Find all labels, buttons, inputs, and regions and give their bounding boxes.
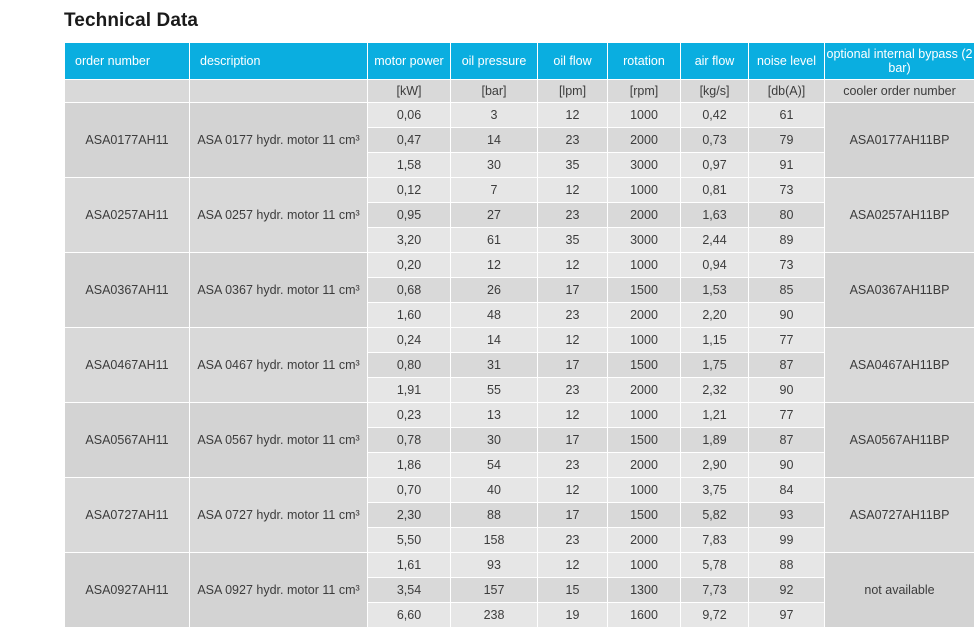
cell-description: ASA 0567 hydr. motor 11 cm³ [190, 403, 368, 478]
cell-oil-pressure: 54 [451, 453, 538, 478]
cell-oil-pressure: 157 [451, 578, 538, 603]
cell-oil-flow: 35 [538, 153, 608, 178]
cell-air-flow: 2,20 [681, 303, 749, 328]
cell-bypass-order-number: ASA0177AH11BP [825, 103, 975, 178]
cell-oil-flow: 23 [538, 128, 608, 153]
cell-order-number: ASA0727AH11 [65, 478, 190, 553]
unit-cell-rotation: [rpm] [608, 80, 681, 103]
cell-noise-level: 73 [749, 178, 825, 203]
cell-rotation: 1300 [608, 578, 681, 603]
page-title: Technical Data [64, 10, 199, 31]
cell-air-flow: 1,63 [681, 203, 749, 228]
cell-description: ASA 0367 hydr. motor 11 cm³ [190, 253, 368, 328]
cell-oil-flow: 17 [538, 353, 608, 378]
table-row [65, 478, 975, 503]
cell-oil-pressure: 61 [451, 228, 538, 253]
cell-oil-flow: 12 [538, 553, 608, 578]
cell-order-number: ASA0367AH11 [65, 253, 190, 328]
cell-oil-flow: 12 [538, 253, 608, 278]
cell-rotation: 2000 [608, 378, 681, 403]
cell-noise-level: 93 [749, 503, 825, 528]
cell-oil-pressure: 31 [451, 353, 538, 378]
cell-noise-level: 87 [749, 353, 825, 378]
cell-bypass-order-number: ASA0727AH11BP [825, 478, 975, 553]
cell-oil-flow: 23 [538, 528, 608, 553]
cell-oil-pressure: 88 [451, 503, 538, 528]
unit-cell-motor-power: [kW] [368, 80, 451, 103]
cell-air-flow: 0,97 [681, 153, 749, 178]
column-header-oil-pressure: oil pressure [451, 43, 538, 80]
cell-bypass-order-number: ASA0257AH11BP [825, 178, 975, 253]
cell-air-flow: 9,72 [681, 603, 749, 628]
cell-noise-level: 77 [749, 403, 825, 428]
cell-order-number: ASA0927AH11 [65, 553, 190, 628]
cell-description: ASA 0727 hydr. motor 11 cm³ [190, 478, 368, 553]
cell-motor-power: 2,30 [368, 503, 451, 528]
cell-oil-flow: 23 [538, 453, 608, 478]
cell-motor-power: 0,80 [368, 353, 451, 378]
cell-air-flow: 2,44 [681, 228, 749, 253]
cell-oil-pressure: 3 [451, 103, 538, 128]
cell-oil-flow: 17 [538, 503, 608, 528]
cell-rotation: 3000 [608, 228, 681, 253]
column-header-motor-power: motor power [368, 43, 451, 80]
cell-motor-power: 1,60 [368, 303, 451, 328]
cell-rotation: 1000 [608, 478, 681, 503]
cell-air-flow: 1,89 [681, 428, 749, 453]
cell-rotation: 1500 [608, 503, 681, 528]
cell-oil-pressure: 12 [451, 253, 538, 278]
cell-order-number: ASA0467AH11 [65, 328, 190, 403]
cell-rotation: 1000 [608, 253, 681, 278]
cell-oil-pressure: 14 [451, 128, 538, 153]
cell-bypass-order-number: ASA0567AH11BP [825, 403, 975, 478]
cell-noise-level: 73 [749, 253, 825, 278]
cell-motor-power: 0,06 [368, 103, 451, 128]
cell-rotation: 2000 [608, 453, 681, 478]
table-row [65, 553, 975, 578]
cell-rotation: 1000 [608, 328, 681, 353]
cell-oil-flow: 23 [538, 203, 608, 228]
cell-oil-pressure: 93 [451, 553, 538, 578]
table-row [65, 253, 975, 278]
cell-motor-power: 0,20 [368, 253, 451, 278]
cell-air-flow: 0,81 [681, 178, 749, 203]
cell-rotation: 1500 [608, 278, 681, 303]
cell-oil-pressure: 30 [451, 153, 538, 178]
cell-air-flow: 2,32 [681, 378, 749, 403]
cell-air-flow: 1,75 [681, 353, 749, 378]
table-row [65, 178, 975, 203]
cell-rotation: 1500 [608, 353, 681, 378]
cell-oil-flow: 19 [538, 603, 608, 628]
cell-motor-power: 6,60 [368, 603, 451, 628]
cell-bypass-order-number: not available [825, 553, 975, 628]
unit-cell-oil-pressure: [bar] [451, 80, 538, 103]
cell-noise-level: 89 [749, 228, 825, 253]
unit-cell-description [190, 80, 368, 103]
cell-motor-power: 1,58 [368, 153, 451, 178]
cell-oil-flow: 17 [538, 428, 608, 453]
cell-air-flow: 2,90 [681, 453, 749, 478]
cell-air-flow: 5,78 [681, 553, 749, 578]
cell-description: ASA 0177 hydr. motor 11 cm³ [190, 103, 368, 178]
cell-motor-power: 0,70 [368, 478, 451, 503]
column-header-description: description [190, 43, 368, 80]
cell-oil-flow: 17 [538, 278, 608, 303]
column-header-order-number: order number [65, 43, 190, 80]
cell-oil-flow: 35 [538, 228, 608, 253]
cell-noise-level: 99 [749, 528, 825, 553]
cell-rotation: 2000 [608, 528, 681, 553]
cell-noise-level: 79 [749, 128, 825, 153]
cell-air-flow: 0,42 [681, 103, 749, 128]
cell-oil-flow: 12 [538, 328, 608, 353]
cell-noise-level: 90 [749, 453, 825, 478]
cell-rotation: 2000 [608, 203, 681, 228]
cell-noise-level: 80 [749, 203, 825, 228]
cell-rotation: 1000 [608, 403, 681, 428]
cell-oil-flow: 12 [538, 403, 608, 428]
cell-oil-pressure: 158 [451, 528, 538, 553]
cell-rotation: 1500 [608, 428, 681, 453]
cell-noise-level: 97 [749, 603, 825, 628]
cell-noise-level: 77 [749, 328, 825, 353]
cell-oil-pressure: 55 [451, 378, 538, 403]
cell-motor-power: 0,47 [368, 128, 451, 153]
column-header-noise-level: noise level [749, 43, 825, 80]
cell-order-number: ASA0567AH11 [65, 403, 190, 478]
cell-rotation: 1600 [608, 603, 681, 628]
cell-bypass-order-number: ASA0367AH11BP [825, 253, 975, 328]
table-header-row [65, 43, 975, 80]
cell-noise-level: 90 [749, 378, 825, 403]
cell-air-flow: 1,53 [681, 278, 749, 303]
unit-cell-noise-level: [db(A)] [749, 80, 825, 103]
cell-oil-flow: 12 [538, 103, 608, 128]
table-row [65, 403, 975, 428]
cell-motor-power: 3,20 [368, 228, 451, 253]
cell-motor-power: 1,61 [368, 553, 451, 578]
column-header-air-flow: air flow [681, 43, 749, 80]
cell-air-flow: 5,82 [681, 503, 749, 528]
unit-cell-order-number [65, 80, 190, 103]
cell-rotation: 2000 [608, 303, 681, 328]
cell-noise-level: 87 [749, 428, 825, 453]
cell-motor-power: 0,68 [368, 278, 451, 303]
cell-motor-power: 0,24 [368, 328, 451, 353]
column-header-rotation: rotation [608, 43, 681, 80]
cell-oil-pressure: 26 [451, 278, 538, 303]
cell-motor-power: 5,50 [368, 528, 451, 553]
table-row [65, 103, 975, 128]
cell-oil-pressure: 27 [451, 203, 538, 228]
column-header-optional-internal-bypass: optional internal bypass (2 bar) [825, 43, 975, 80]
cell-noise-level: 85 [749, 278, 825, 303]
cell-motor-power: 0,12 [368, 178, 451, 203]
table-header [65, 43, 975, 80]
cell-oil-pressure: 14 [451, 328, 538, 353]
cell-motor-power: 1,86 [368, 453, 451, 478]
cell-oil-flow: 12 [538, 178, 608, 203]
technical-data-table [64, 42, 975, 628]
cell-motor-power: 0,78 [368, 428, 451, 453]
cell-bypass-order-number: ASA0467AH11BP [825, 328, 975, 403]
cell-rotation: 1000 [608, 103, 681, 128]
cell-noise-level: 61 [749, 103, 825, 128]
cell-order-number: ASA0177AH11 [65, 103, 190, 178]
unit-cell-oil-flow: [lpm] [538, 80, 608, 103]
cell-description: ASA 0257 hydr. motor 11 cm³ [190, 178, 368, 253]
cell-air-flow: 7,73 [681, 578, 749, 603]
cell-oil-pressure: 7 [451, 178, 538, 203]
column-header-oil-flow: oil flow [538, 43, 608, 80]
cell-motor-power: 3,54 [368, 578, 451, 603]
cell-oil-pressure: 30 [451, 428, 538, 453]
cell-motor-power: 0,95 [368, 203, 451, 228]
cell-oil-pressure: 48 [451, 303, 538, 328]
cell-description: ASA 0467 hydr. motor 11 cm³ [190, 328, 368, 403]
cell-air-flow: 7,83 [681, 528, 749, 553]
cell-rotation: 1000 [608, 553, 681, 578]
cell-air-flow: 1,15 [681, 328, 749, 353]
unit-cell-air-flow: [kg/s] [681, 80, 749, 103]
cell-description: ASA 0927 hydr. motor 11 cm³ [190, 553, 368, 628]
cell-order-number: ASA0257AH11 [65, 178, 190, 253]
cell-air-flow: 0,94 [681, 253, 749, 278]
table-row [65, 328, 975, 353]
unit-cell-bypass: cooler order number [825, 80, 975, 103]
table-body [65, 80, 975, 628]
cell-oil-flow: 12 [538, 478, 608, 503]
cell-oil-pressure: 40 [451, 478, 538, 503]
cell-noise-level: 91 [749, 153, 825, 178]
cell-rotation: 2000 [608, 128, 681, 153]
cell-motor-power: 0,23 [368, 403, 451, 428]
cell-noise-level: 88 [749, 553, 825, 578]
cell-oil-flow: 15 [538, 578, 608, 603]
cell-rotation: 1000 [608, 178, 681, 203]
table-units-row [65, 80, 975, 103]
cell-noise-level: 90 [749, 303, 825, 328]
cell-noise-level: 84 [749, 478, 825, 503]
cell-oil-flow: 23 [538, 303, 608, 328]
cell-oil-flow: 23 [538, 378, 608, 403]
cell-noise-level: 92 [749, 578, 825, 603]
cell-air-flow: 1,21 [681, 403, 749, 428]
cell-rotation: 3000 [608, 153, 681, 178]
cell-oil-pressure: 13 [451, 403, 538, 428]
cell-motor-power: 1,91 [368, 378, 451, 403]
cell-air-flow: 3,75 [681, 478, 749, 503]
cell-air-flow: 0,73 [681, 128, 749, 153]
cell-oil-pressure: 238 [451, 603, 538, 628]
